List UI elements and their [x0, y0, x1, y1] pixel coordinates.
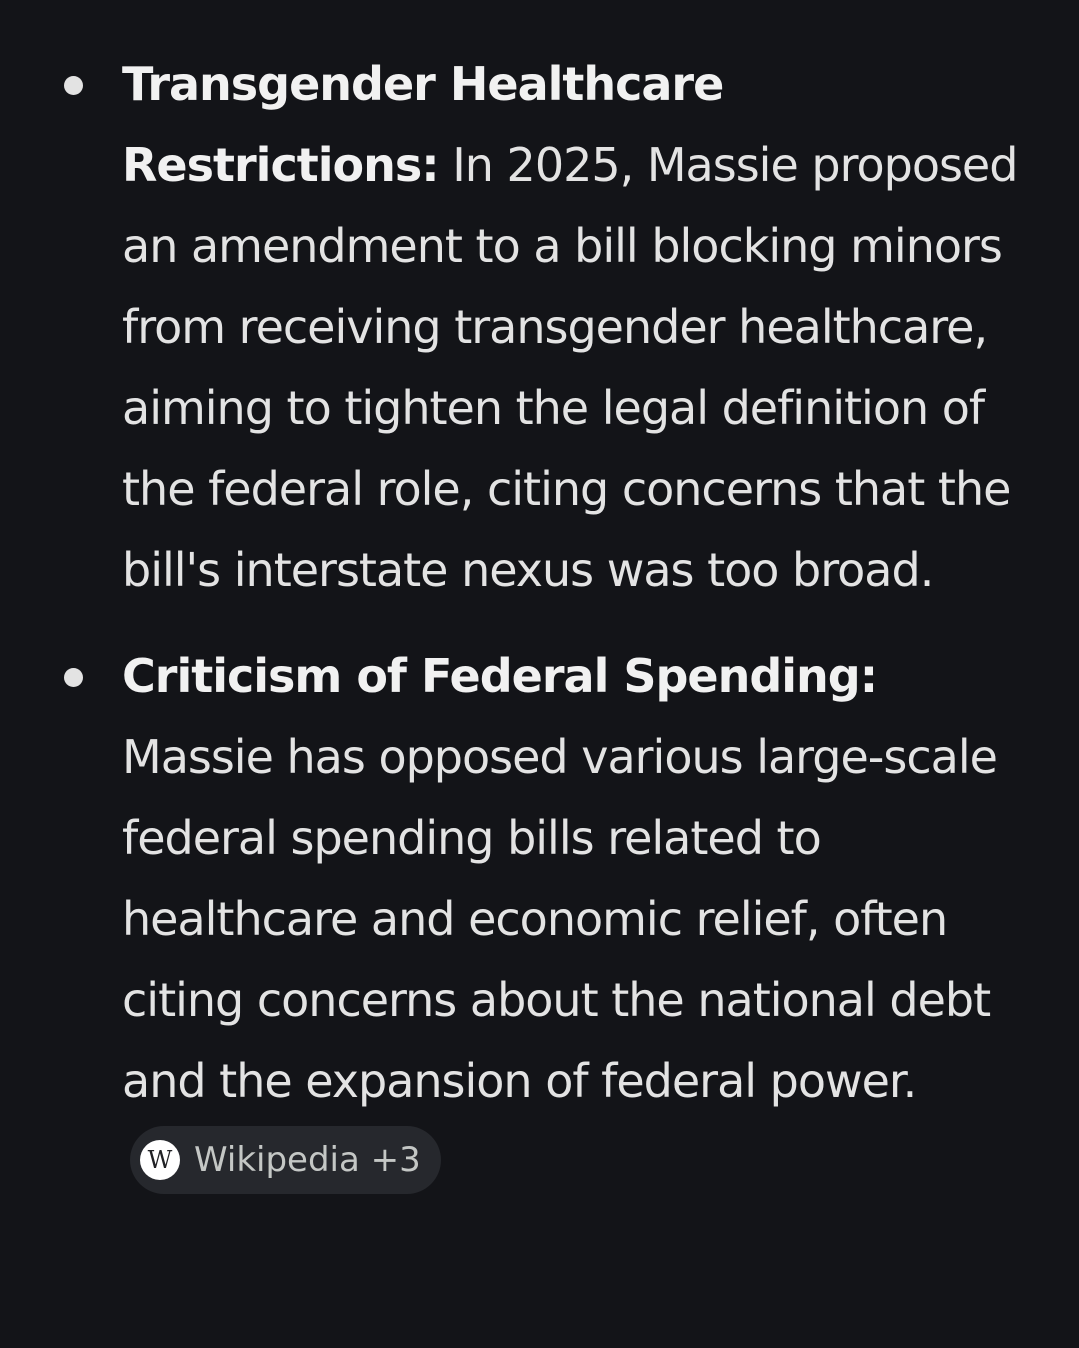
- list-item: [0, 44, 1079, 611]
- item-body: In 2025, Massie proposed an amendment to a bill blocking minors from receiving transgender healthcare, aiming to tighten the legal definition of the federal role, citing concerns that the bill's interstate nexus was too broad.: [122, 138, 1018, 597]
- item-body: Massie has opposed various large-scale federal spending bills related to healthcare and economic relief, often citing concerns about the national debt and the expansion of federal power.: [122, 730, 997, 1108]
- bullet-dot: [64, 668, 83, 687]
- source-chip[interactable]: [130, 1126, 441, 1194]
- source-chip-label: Wikipedia +3: [194, 1139, 421, 1180]
- wikipedia-icon: W: [140, 1140, 180, 1180]
- list-item: [0, 636, 1079, 1203]
- response-bullet-list: [0, 44, 1079, 1203]
- item-heading: Transgender Healthcare Restrictions:: [122, 57, 724, 192]
- item-heading: Criticism of Federal Spending:: [122, 649, 878, 703]
- bullet-dot: [64, 76, 83, 95]
